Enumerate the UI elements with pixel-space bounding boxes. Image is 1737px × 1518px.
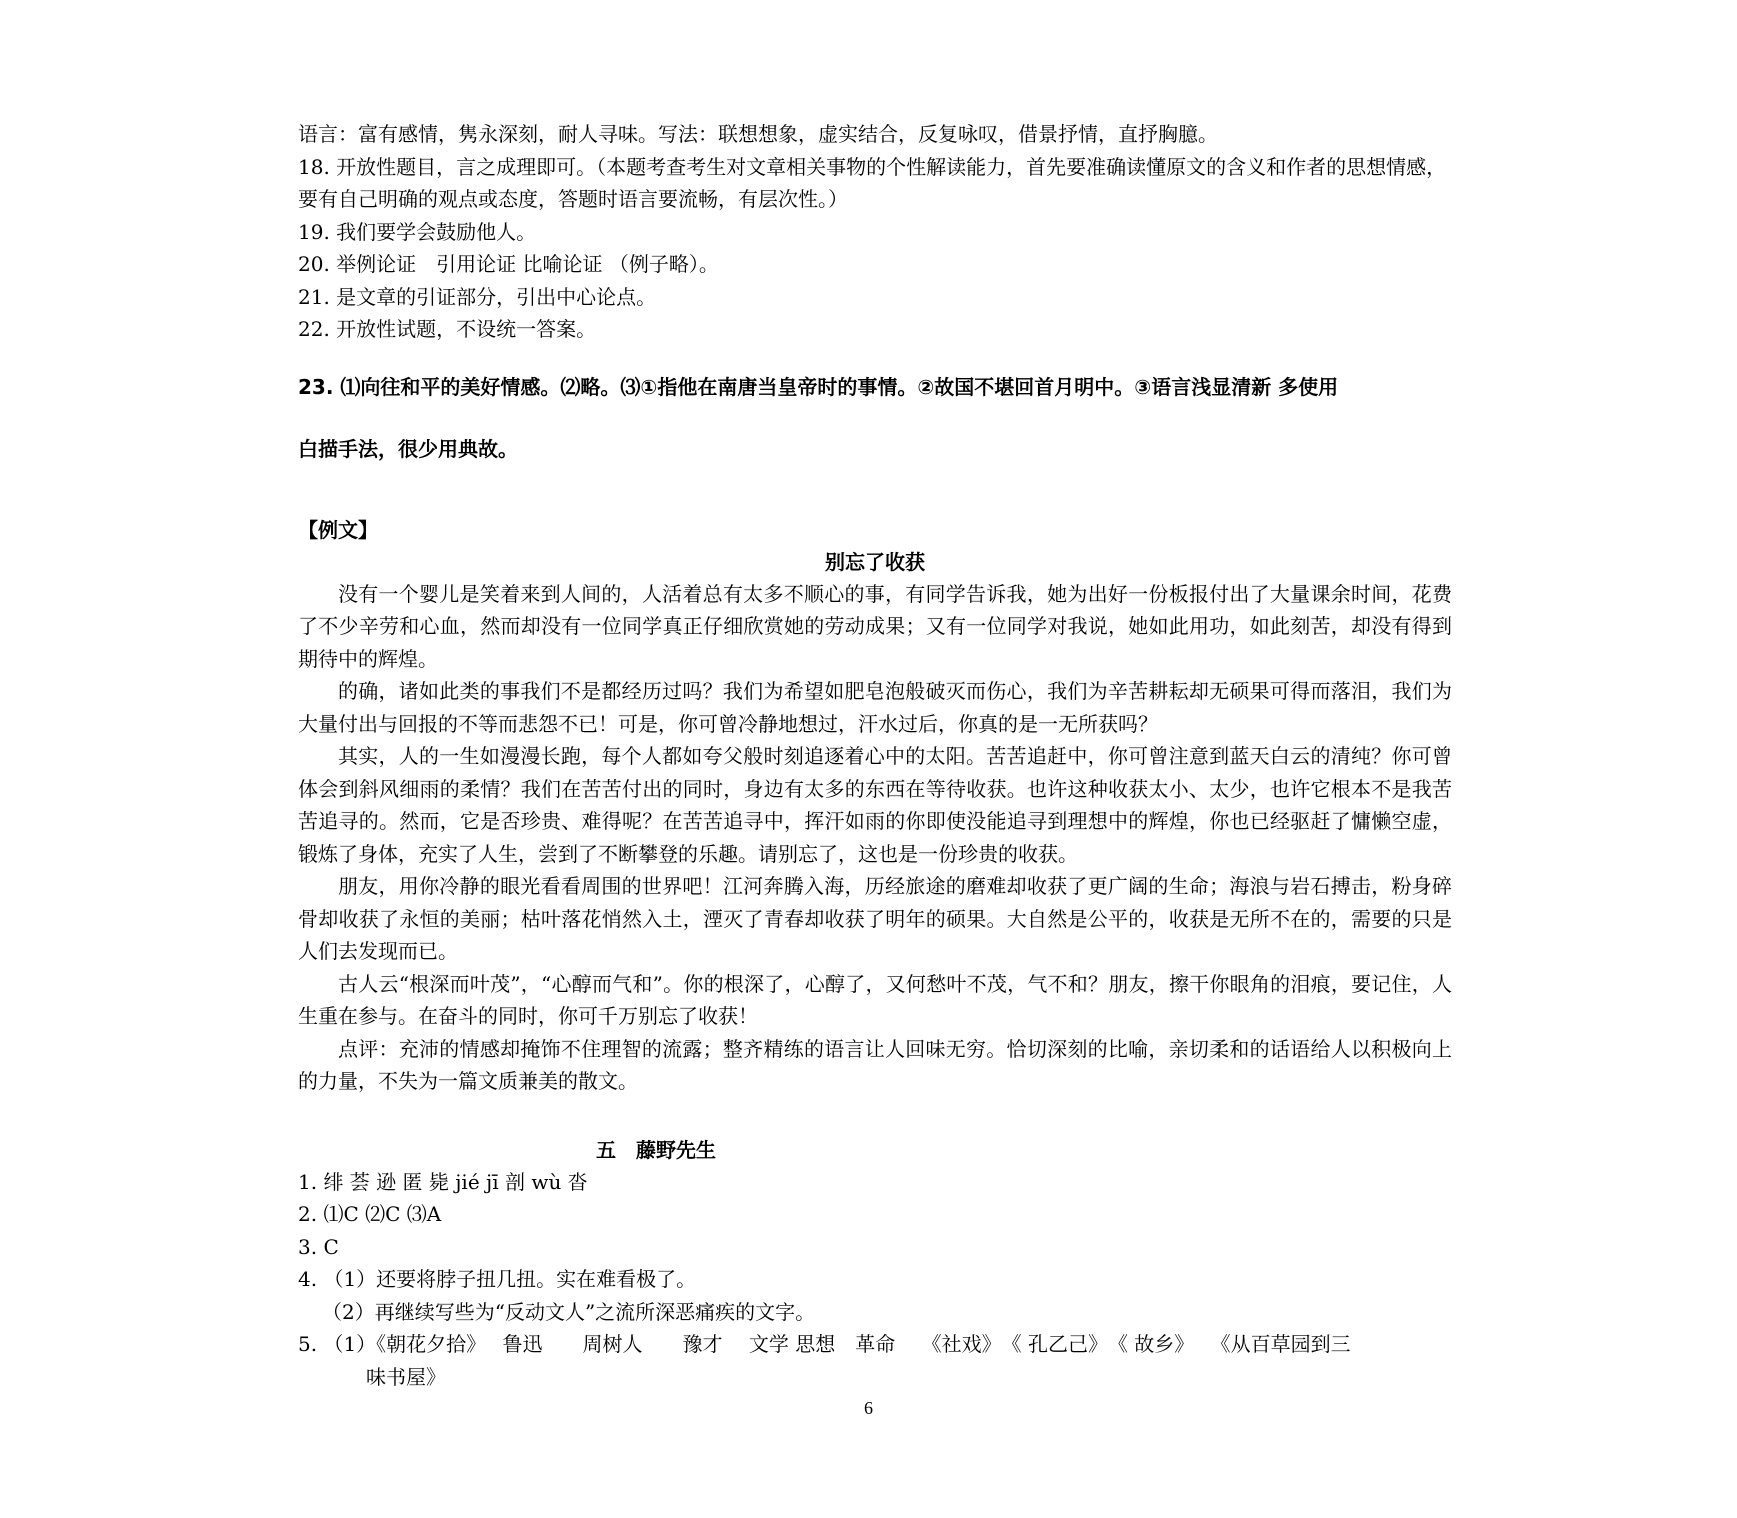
answer-19: 19. 我们要学会鼓励他人。 — [298, 219, 537, 244]
section5-answer-1: 1. 绯 荟 逊 匿 毙 jié jī 剖 wù 沓 — [298, 1169, 588, 1194]
essay-paragraph: 的确，诸如此类的事我们不是都经历过吗？我们为希望如肥皂泡般破灭而伤心，我们为辛苦耕耘却无硕果可得而落泪，我们为大量付出与回报的不等而悲怨不已！可是，你可曾冷静地想过，汗水过后，你真的是一无所获吗？ — [298, 679, 1452, 736]
page-number: 6 — [864, 1398, 873, 1418]
answer-23-line1: 23. ⑴向往和平的美好情感。⑵略。⑶①指他在南唐当皇帝时的事情。②故国不堪回首月明中。③语言浅显清新 多使用 — [298, 374, 1339, 399]
section5-answer-2: 2. ⑴C ⑵C ⑶A — [298, 1202, 442, 1226]
answer-22: 22. 开放性试题，不设统一答案。 — [298, 317, 597, 341]
section5-answer-4b: （2）再继续写些为“反动文人”之流所深恶痛疾的文字。 — [322, 1299, 816, 1324]
essay-commentary: 点评：充沛的情感却掩饰不住理智的流露；整齐精练的语言让人回味无穷。恰切深刻的比喻，亲切柔和的话语给人以积极向上的力量，不失为一篇文质兼美的散文。 — [298, 1036, 1452, 1093]
spacer — [298, 484, 1452, 514]
section-title: 五 藤野先生 — [596, 1137, 716, 1162]
section5-answer-5b: 味书屋》 — [366, 1364, 446, 1389]
answer-18: 18. 开放性题目，言之成理即可。（本题考查考生对文章相关事物的个性解读能力，首先要准确读懂原文的含义和作者的思想情感，要有自己明确的观点或态度，答题时语言要流畅，有层次性。） — [298, 154, 1447, 211]
essay-paragraph: 其实，人的一生如漫漫长跑，每个人都如夸父般时刻追逐着心中的太阳。苦苦追赶中，你可曾注意到蓝天白云的清纯？你可曾体会到斜风细雨的柔情？我们在苦苦付出的同时，身边有太多的东西在等待收获。也许这种收获太小、太少，也许它根本不是我苦苦追寻的。然而，它是否珍贵、难得呢？在苦苦追寻中，挥汗如雨的你即使没能追寻到理想中的辉煌，你也已经驱赶了慵懒空虚，锻炼了身体，充实了人生，尝到了不断攀登的乐趣。请别忘了，这也是一份珍贵的收获。 — [298, 744, 1452, 866]
section5-answer-3: 3. C — [298, 1234, 339, 1259]
essay-paragraph: 古人云“根深而叶茂”，“心醇而气和”。你的根深了，心醇了，又何愁叶不茂，气不和？朋友，擦干你眼角的泪痕，要记住，人生重在参与。在奋斗的同时，你可千万别忘了收获！ — [298, 971, 1452, 1028]
example-heading: 【例文】 — [298, 517, 378, 542]
section5-answer-5a: 5. （1）《朝花夕拾》 鲁迅 周树人 豫才 文学 思想 革命 《社戏》 《 孔乙己》 《 故乡》 《从百草园到三 — [298, 1332, 1351, 1356]
answer-language-technique: 语言：富有感情，隽永深刻，耐人寻味。写法：联想想象，虚实结合，反复咏叹，借景抒情，直抒胸臆。 — [298, 122, 1218, 146]
answer-21: 21. 是文章的引证部分，引出中心论点。 — [298, 284, 657, 309]
essay-title: 别忘了收获 — [825, 549, 925, 574]
answer-20: 20. 举例论证 引用论证 比喻论证 （例子略）。 — [298, 252, 719, 276]
essay-paragraph: 朋友，用你冷静的眼光看看周围的世界吧！江河奔腾入海，历经旅途的磨难却收获了更广阔的生命；海浪与岩石搏击，粉身碎骨却收获了永恒的美丽；枯叶落花悄然入土，湮灭了青春却收获了明年的硕果。大自然是公平的，收获是无所不在的，需要的只是人们去发现而已。 — [298, 874, 1452, 963]
answer-23-line2: 白描手法，很少用典故。 — [298, 436, 518, 461]
essay-paragraph: 没有一个婴儿是笑着来到人间的，人活着总有太多不顺心的事，有同学告诉我，她为出好一份板报付出了大量课余时间，花费了不少辛劳和心血，然而却没有一位同学真正仔细欣赏她的劳动成果；又有一位同学对我说，她如此用功，如此刻苦，却没有得到期待中的辉煌。 — [298, 581, 1452, 671]
section5-answer-4a: 4. （1）还要将脖子扭几扭。实在难看极了。 — [298, 1267, 697, 1291]
page-content — [298, 118, 1452, 1393]
